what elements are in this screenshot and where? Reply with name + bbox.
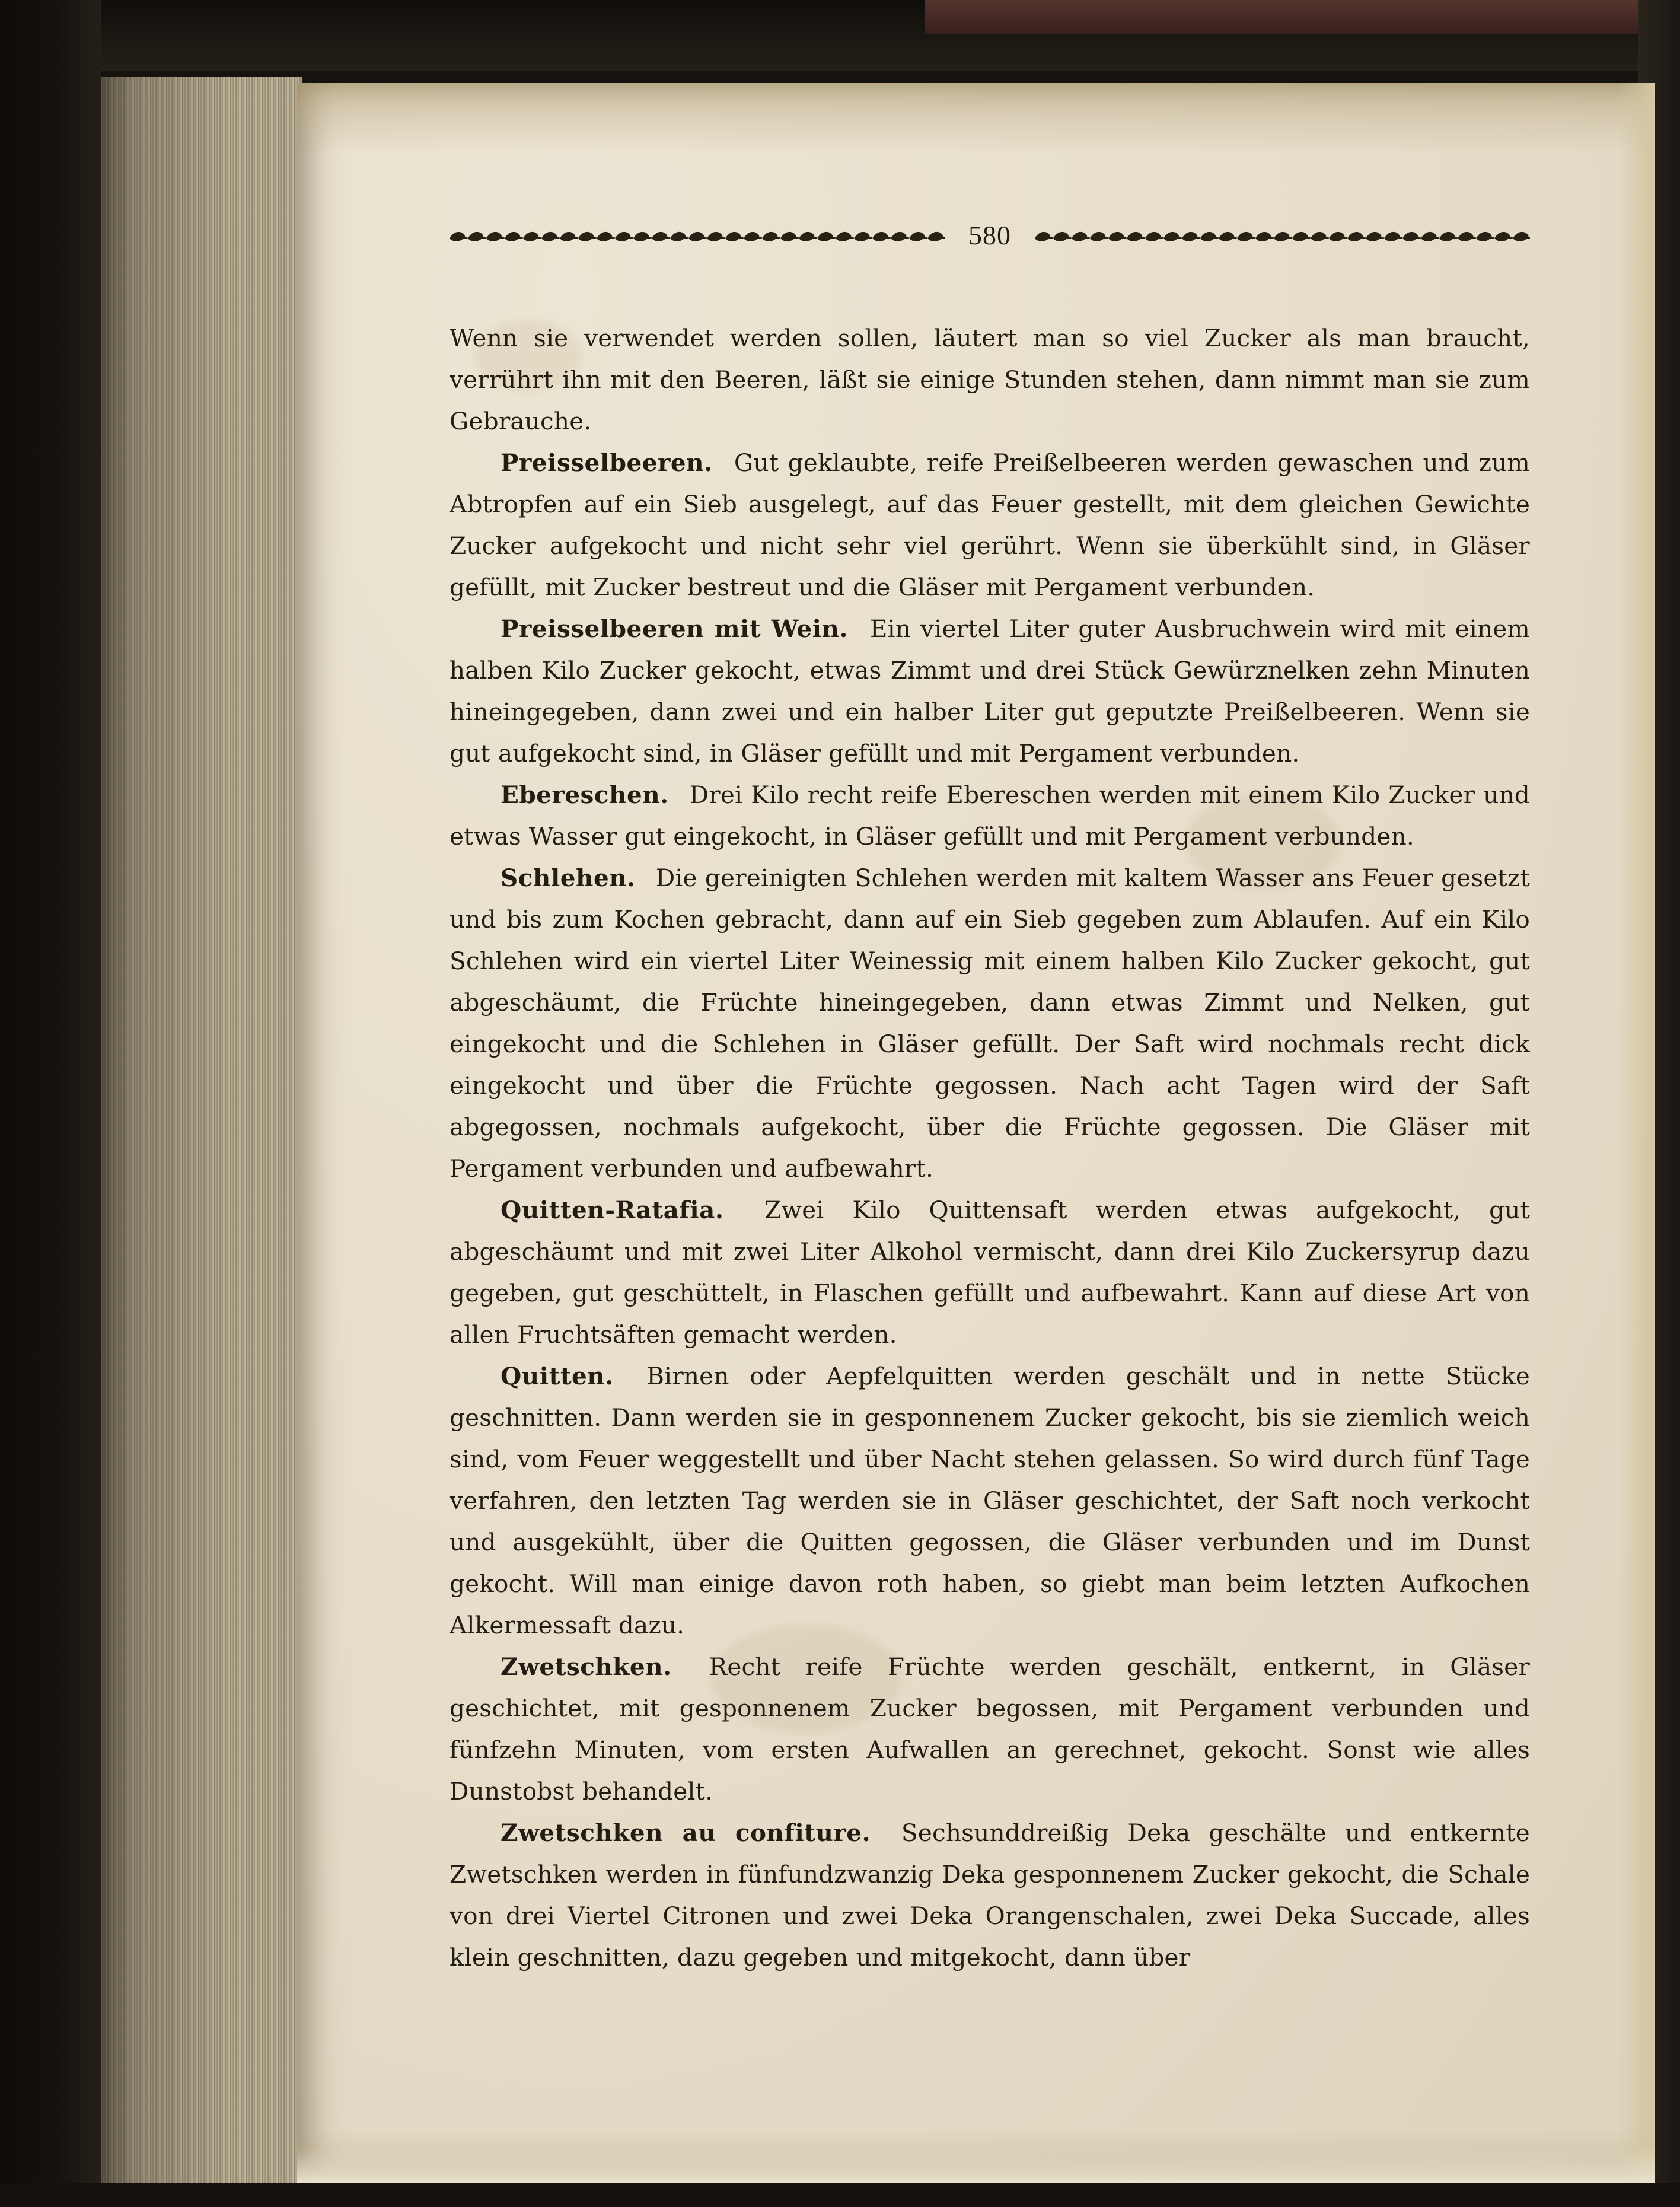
recipe-zwetschken	[450, 1646, 1530, 1812]
paragraph-text: Wenn sie verwendet werden sollen, läutert man so viel Zucker als man braucht, verrührt ihn mit den Beeren, läßt sie einige Stunden stehen, dann nimmt man sie zum Gebrauche.	[450, 324, 1530, 435]
recipe-text: Drei Kilo recht reife Ebereschen werden mit einem Kilo Zucker und etwas Wasser gut eingekocht, in Gläser gefüllt und mit Pergament verbunden.	[450, 781, 1531, 851]
recipe-heading: Schlehen.	[501, 864, 648, 892]
recipe-heading: Quitten-Ratafia.	[501, 1196, 737, 1224]
recipe-text: Sechsunddreißig Deka geschälte und entkernte Zwetschken werden in fünfundzwanzig Deka gesponnenem Zucker gekocht, die Schale von drei Viertel Citronen und zwei Deka Orangenschalen, zwei Deka Succade, alles klein geschnitten, dazu gegeben und mitgekocht, dann über	[450, 1819, 1530, 1972]
scan-left-shadow	[0, 0, 101, 2207]
recipe-heading: Ebereschen.	[501, 781, 681, 809]
recipe-text: Birnen oder Aepfelquitten werden geschält und in nette Stücke geschnitten. Dann werden sie in gesponnenem Zucker gekocht, bis sie ziemlich weich sind, vom Feuer weggestellt und über Nacht stehen gelassen. So wird durch fünf Tage verfahren, den letzten Tag werden sie in Gläser geschichtet, der Saft noch verkocht und ausgekühlt, über die Quitten gegossen, die Gläser verbunden und im Dunst gekocht. Will man einige davon roth haben, so giebt man beim letzten Aufkochen Alkermessaft dazu.	[450, 1362, 1531, 1639]
recipe-heading: Zwetschken au confiture.	[501, 1819, 883, 1847]
recipe-text: Gut geklaubte, reife Preißelbeeren werden gewaschen und zum Abtropfen auf ein Sieb ausgelegt, auf das Feuer gestellt, mit dem gleichen Gewichte Zucker aufgekocht und nicht sehr viel gerührt. Wenn sie überkühlt sind, in Gläser gefüllt, mit Zucker bestreut und die Gläser mit Pergament verbunden.	[450, 448, 1531, 601]
recipe-schlehen	[450, 857, 1530, 1189]
recipe-heading: Preisselbeeren mit Wein.	[501, 614, 860, 643]
recipe-text: Zwei Kilo Quittensaft werden etwas aufgekocht, gut abgeschäumt und mit zwei Liter Alkohol vermischt, dann drei Kilo Zuckersyrup dazu gegeben, gut geschüttelt, in Flaschen gefüllt und aufbewahrt. Kann auf diese Art von allen Fruchtsäften gemacht werden.	[450, 1196, 1530, 1349]
recipe-zwetschken-au-confiture	[450, 1812, 1530, 1978]
recipe-quitten	[450, 1355, 1530, 1646]
page-header	[450, 219, 1530, 251]
recipe-ebereschen	[450, 774, 1530, 857]
leaf-rule-ornament	[1035, 228, 1530, 243]
leaf-rule-ornament	[450, 228, 945, 243]
recipe-text: Die gereinigten Schlehen werden mit kaltem Wasser ans Feuer gesetzt und bis zum Kochen gebracht, dann auf ein Sieb gegeben zum Ablaufen. Auf ein Kilo Schlehen wird ein viertel Liter Weinessig mit einem halben Kilo Zucker gekocht, gut abgeschäumt, die Früchte hineingegeben, dann etwas Zimmt und Nelken, gut eingekocht und die Schlehen in Gläser gefüllt. Der Saft wird nochmals recht dick eingekocht und über die Früchte gegossen. Nach acht Tagen wird der Saft abgegossen, nochmals aufgekocht, über die Früchte gegossen. Die Gläser mit Pergament verbunden und aufbewahrt.	[450, 864, 1530, 1183]
recipe-heading: Quitten.	[501, 1362, 626, 1390]
page-number: 580	[968, 220, 1011, 250]
recipe-text: Ein viertel Liter guter Ausbruchwein wird mit einem halben Kilo Zucker gekocht, etwas Zimmt und drei Stück Gewürznelken zehn Minuten hineingegeben, dann zwei und ein halber Liter gut geputzte Preißelbeeren. Wenn sie gut aufgekocht sind, in Gläser gefüllt und mit Pergament verbunden.	[450, 614, 1530, 767]
paragraph-intro	[450, 317, 1530, 442]
book-spine-strip	[925, 0, 1678, 34]
recipe-preisselbeeren	[450, 442, 1530, 608]
book-page	[297, 83, 1655, 2183]
recipe-heading: Preisselbeeren.	[501, 448, 725, 477]
recipe-preisselbeeren-mit-wein	[450, 608, 1530, 774]
book-gutter-shadow	[71, 77, 302, 2189]
recipe-quitten-ratafia	[450, 1189, 1530, 1355]
recipe-heading: Zwetschken.	[501, 1652, 684, 1681]
page-bottom-fade	[297, 2147, 1655, 2183]
page-right-edge-shadow	[1619, 83, 1655, 2183]
scan-bottom-shadow	[0, 2183, 1680, 2207]
page-top-stain	[297, 83, 1655, 154]
page-content	[450, 219, 1530, 1978]
recipe-text: Recht reife Früchte werden geschält, entkernt, in Gläser geschichtet, mit gesponnenem Zucker begossen, mit Pergament verbunden und fünfzehn Minuten, vom ersten Aufwallen an gerechnet, gekocht. Sonst wie alles Dunstobst behandelt.	[450, 1652, 1530, 1805]
page-body	[450, 317, 1530, 1978]
